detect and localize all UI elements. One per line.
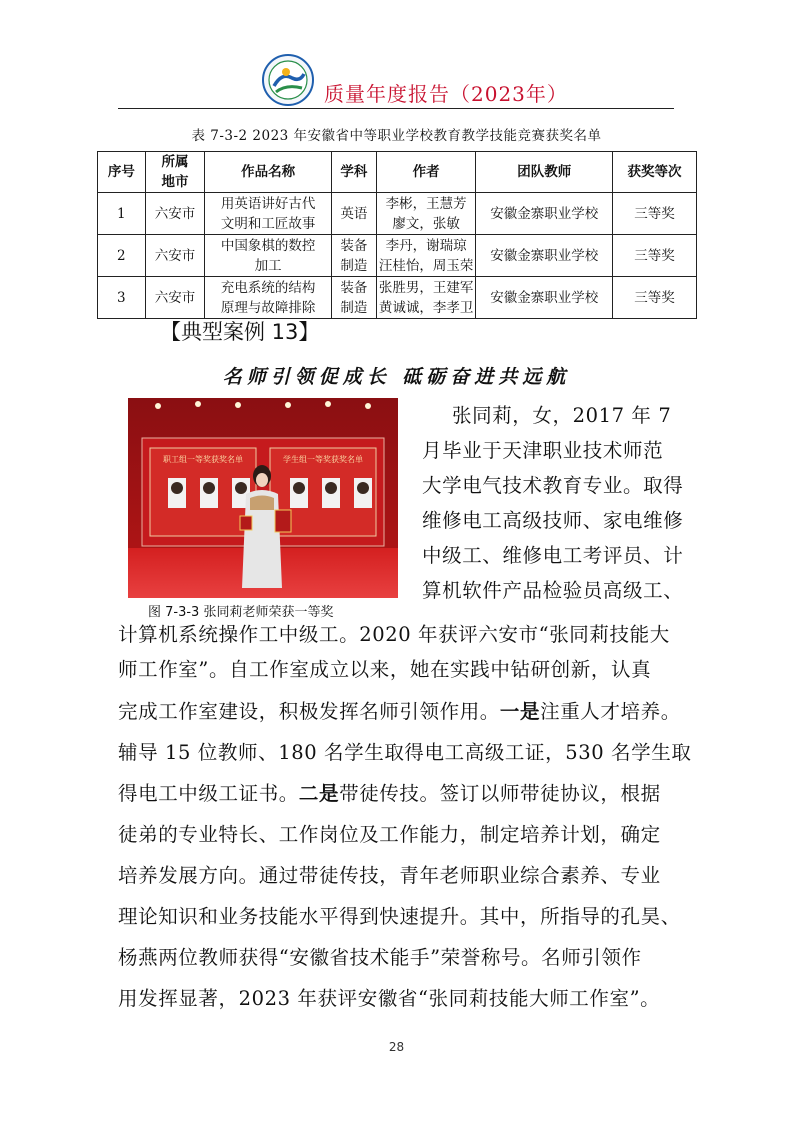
table-row <box>98 277 697 319</box>
paragraph-line <box>118 901 681 929</box>
table-caption: 表 7-3-2 2023 年安徽省中等职业学校教育教学技能竞赛获奖名单 <box>191 128 602 144</box>
table-cell-no: 1 <box>98 193 146 235</box>
line-text: 计算机系统操作工中级工。2020 年获评六安市“张同莉技能大 <box>118 623 670 646</box>
paragraph-line <box>118 778 661 806</box>
table-header-row <box>98 152 697 193</box>
line-text: 理论知识和业务技能水平得到快速提升。其中，所指导的孔昊、 <box>118 905 681 928</box>
line-text: 带徒传技。签订以师带徒协议，根据 <box>339 782 661 805</box>
banner-right-text: 学生组一等奖获奖名单 <box>283 455 363 464</box>
paragraph-line <box>452 400 671 428</box>
table-cell-authors: 张胜男，王建军 黄诚诚，李孝卫 <box>376 277 476 319</box>
paragraph-line <box>422 575 683 603</box>
line-text: 算机软件产品检验员高级工、 <box>422 579 684 602</box>
table-row <box>98 193 697 235</box>
line-text: 辅导 15 位教师、180 名学生取得电工高级工证，530 名学生取 <box>118 741 692 764</box>
table-cell-team: 安徽金寨职业学校 <box>476 277 613 319</box>
table-cell-authors: 李彬，王慧芳 廖文，张敏 <box>376 193 476 235</box>
line-text: 维修电工高级技师、家电维修 <box>422 509 684 532</box>
line-text: 用发挥显著，2023 年获评安徽省“张同莉技能大师工作室”。 <box>118 987 661 1010</box>
table-cell-city: 六安市 <box>145 235 205 277</box>
table-cell-subject: 装备 制造 <box>331 277 376 319</box>
column-header: 作品名称 <box>205 152 331 193</box>
table-cell-level: 三等奖 <box>613 193 697 235</box>
table-cell-city: 六安市 <box>145 193 205 235</box>
line-text: 师工作室”。自工作室成立以来，她在实践中钻研创新，认真 <box>118 658 652 681</box>
table-row <box>98 235 697 277</box>
case-heading: 【典型案例 13】 <box>160 320 320 344</box>
table-cell-team: 安徽金寨职业学校 <box>476 193 613 235</box>
table-cell-no: 3 <box>98 277 146 319</box>
paragraph-line <box>118 819 661 847</box>
case-title: 名师引领促成长 砥砺奋进共远航 <box>222 366 571 388</box>
paragraph-line <box>118 942 642 970</box>
table-cell-work: 中国象棋的数控 加工 <box>205 235 331 277</box>
line-text: 张同莉，女，2017 年 7 <box>452 404 672 427</box>
table-cell-authors: 李丹，谢瑞琼 汪桂怡，周玉荣 <box>376 235 476 277</box>
line-text: 月毕业于天津职业技术师范 <box>422 439 664 462</box>
table-cell-level: 三等奖 <box>613 277 697 319</box>
line-text: 得电工中级工证书。 <box>118 782 299 805</box>
paragraph-line <box>422 435 663 463</box>
award-ceremony-image <box>128 398 398 598</box>
table-cell-city: 六安市 <box>145 277 205 319</box>
column-header: 序号 <box>98 152 146 193</box>
table-cell-team: 安徽金寨职业学校 <box>476 235 613 277</box>
award-photo <box>128 398 398 598</box>
line-text: 杨燕两位教师获得“安徽省技术能手”荣誉称号。名师引领作 <box>118 946 642 969</box>
paragraph-line <box>118 983 660 1011</box>
line-text: 完成工作室建设，积极发挥名师引领作用。 <box>118 700 500 723</box>
awards-table <box>97 151 697 319</box>
line-text: 培养发展方向。通过带徒传技，青年老师职业综合素养、专业 <box>118 864 661 887</box>
table-cell-work: 用英语讲好古代 文明和工匠故事 <box>205 193 331 235</box>
paragraph-line <box>118 619 670 647</box>
table-cell-subject: 装备 制造 <box>331 235 376 277</box>
paragraph-line <box>422 470 683 498</box>
header-divider <box>118 108 674 109</box>
banner-left-text: 职工组一等奖获奖名单 <box>163 455 243 464</box>
paragraph-line <box>118 654 651 682</box>
line-text: 徒弟的专业特长、工作岗位及工作能力，制定培养计划，确定 <box>118 823 661 846</box>
page-number: 28 <box>388 1040 405 1054</box>
column-header: 获奖等次 <box>613 152 697 193</box>
column-header: 团队教师 <box>476 152 613 193</box>
line-text: 中级工、维修电工考评员、计 <box>422 544 684 567</box>
figure-caption: 图 7-3-3 张同莉老师荣获一等奖 <box>148 605 334 620</box>
paragraph-line <box>118 737 691 765</box>
table-cell-work: 充电系统的结构 原理与故障排除 <box>205 277 331 319</box>
table-cell-no: 2 <box>98 235 146 277</box>
paragraph-line <box>422 505 683 533</box>
line-text: 大学电气技术教育专业。取得 <box>422 474 684 497</box>
column-header: 学科 <box>331 152 376 193</box>
column-header: 作者 <box>376 152 476 193</box>
emphasis-text: 二是 <box>298 782 340 805</box>
paragraph-line <box>118 860 661 888</box>
table-cell-level: 三等奖 <box>613 235 697 277</box>
emphasis-text: 一是 <box>499 700 541 723</box>
table-cell-subject: 英语 <box>331 193 376 235</box>
paragraph-line <box>118 696 681 724</box>
page-header <box>118 52 674 108</box>
column-header: 所属 地市 <box>145 152 205 193</box>
paragraph-line <box>422 540 683 568</box>
line-text: 注重人才培养。 <box>540 700 681 723</box>
report-title: 质量年度报告（2023年） <box>324 82 568 106</box>
school-logo-icon <box>262 54 314 106</box>
